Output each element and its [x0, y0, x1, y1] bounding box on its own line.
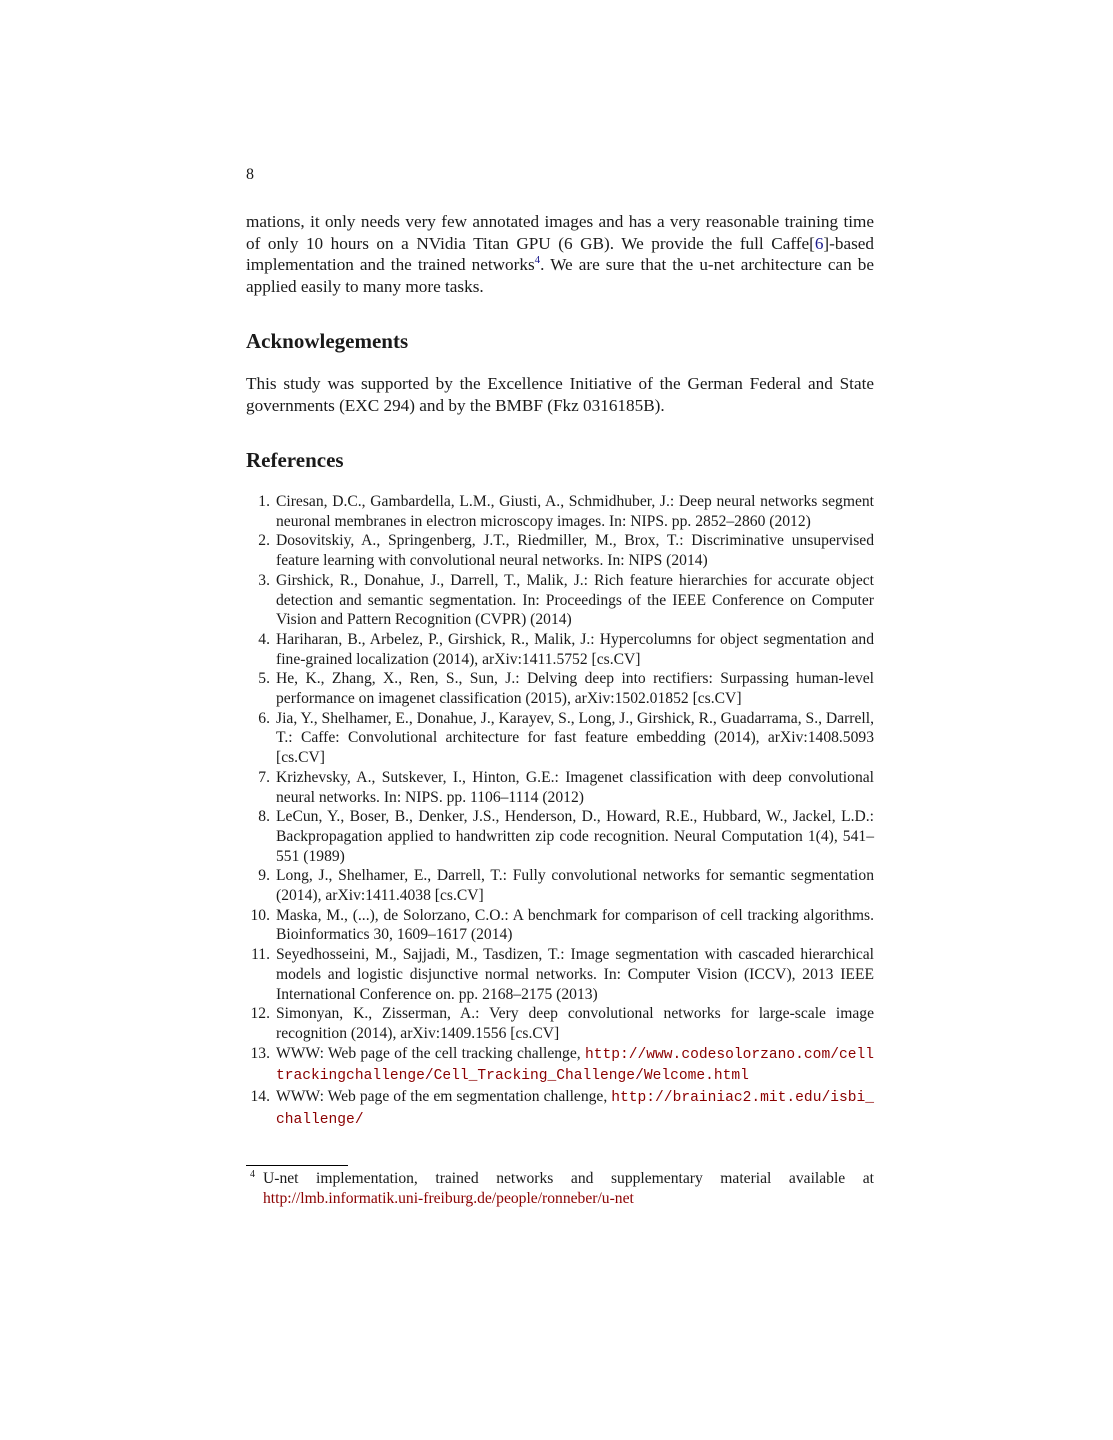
- reference-number: 6.: [258, 709, 270, 727]
- acknowledgements-heading: Acknowlegements: [246, 329, 409, 353]
- reference-item-13: [246, 1044, 874, 1087]
- reference-text: Seyedhosseini, M., Sajjadi, M., Tasdizen, T.: Image segmentation with cascaded hierarchical models and logistic disjunctive normal networks. In: Computer Vision (ICCV), 2013 IEEE International Conference on. pp. 2168–2175 (2013): [276, 946, 874, 1003]
- reference-number: 2.: [258, 532, 270, 550]
- reference-number: 14.: [250, 1088, 270, 1106]
- footnote-divider: [246, 1165, 348, 1166]
- reference-item-6: [246, 709, 874, 768]
- reference-number: 4.: [258, 630, 270, 648]
- reference-item-9: [246, 866, 874, 905]
- reference-text: Dosovitskiy, A., Springenberg, J.T., Riedmiller, M., Brox, T.: Discriminative unsupervised feature learning with convolutional neural networks. In: NIPS (2014): [276, 532, 874, 570]
- reference-text: Girshick, R., Donahue, J., Darrell, T., Malik, J.: Rich feature hierarchies for accurate object detection and semantic segmentation. In: Proceedings of the IEEE Conference on Computer Vision and Pattern Recognition (CVPR) (2014): [276, 571, 874, 629]
- reference-text: He, K., Zhang, X., Ren, S., Sun, J.: Delving deep into rectifiers: Surpassing human-level performance on imagenet classification (2015), arXiv:1502.01852 [cs.CV]: [276, 670, 874, 708]
- references-heading: References: [246, 448, 344, 472]
- reference-number: 12.: [250, 1005, 270, 1023]
- footnote-link-4[interactable]: 4: [534, 254, 541, 267]
- reference-text: Krizhevsky, A., Sutskever, I., Hinton, G.E.: Imagenet classification with deep convolutional neural networks. In: NIPS. pp. 1106–1114 (2012): [276, 768, 874, 806]
- intro-text-2: ]-based implementation and the trained networks: [246, 233, 874, 275]
- reference-item-14: [246, 1087, 874, 1130]
- citation-link-6[interactable]: 6: [814, 233, 824, 253]
- reference-text: Maska, M., (...), de Solorzano, C.O.: A benchmark for comparison of cell tracking algorithms. Bioinformatics 30, 1609–1617 (2014): [276, 906, 874, 944]
- page-number: 8: [246, 166, 254, 183]
- reference-item-1: [246, 492, 874, 531]
- footnote-body: [246, 1169, 874, 1209]
- reference-number: 9.: [258, 867, 270, 885]
- acknowledgements-text: This study was supported by the Excellence Initiative of the German Federal and State governments (EXC 294) and by the BMBF (Fkz 0316185B).: [246, 374, 874, 415]
- reference-item-4: [246, 630, 874, 669]
- footnote: [246, 1169, 874, 1209]
- reference-item-7: [246, 768, 874, 807]
- reference-item-8: [246, 807, 874, 866]
- reference-number: 8.: [258, 808, 270, 826]
- intro-paragraph: [246, 211, 874, 297]
- reference-item-11: [246, 945, 874, 1004]
- reference-number: 10.: [250, 906, 270, 924]
- footnote-mark: 4: [250, 1169, 255, 1180]
- reference-number: 5.: [258, 670, 270, 688]
- reference-item-2: [246, 531, 874, 570]
- reference-text: WWW: Web page of the cell tracking challenge,: [276, 1044, 585, 1062]
- reference-number: 1.: [258, 493, 270, 510]
- reference-text: Simonyan, K., Zisserman, A.: Very deep convolutional networks for large-scale image recognition (2014), arXiv:1409.1556 [cs.CV]: [276, 1005, 874, 1042]
- reference-item-3: [246, 571, 874, 630]
- intro-text-1: mations, it only needs very few annotated images and has a very reasonable training time of only 10 hours on a NVidia Titan GPU (6 GB). We provide the full Caffe[: [246, 212, 874, 253]
- reference-text: WWW: Web page of the em segmentation challenge,: [276, 1088, 612, 1106]
- reference-text: Jia, Y., Shelhamer, E., Donahue, J., Karayev, S., Long, J., Girshick, R., Guadarrama, S., Darrell, T.: Caffe: Convolutional architecture for fast feature embedding (2014), arXiv:1408.5093 [cs.CV]: [276, 709, 874, 767]
- reference-url-link[interactable]: http://brainiac2.mit.edu/isbi_challenge/: [276, 1090, 874, 1128]
- reference-list: [246, 492, 874, 1131]
- reference-number: 13.: [250, 1044, 270, 1062]
- footnote-url-link[interactable]: http://lmb.informatik.uni-freiburg.de/people/ronneber/u-net: [263, 1190, 634, 1207]
- reference-item-10: [246, 906, 874, 945]
- intro-text-3: . We are sure that the u-net architecture can be applied easily to many more tasks.: [246, 255, 875, 296]
- reference-number: 7.: [258, 768, 270, 786]
- reference-number: 11.: [251, 946, 270, 964]
- reference-text: LeCun, Y., Boser, B., Denker, J.S., Henderson, D., Howard, R.E., Hubbard, W., Jackel, L.D.: Backpropagation applied to handwritten zip code recognition. Neural Computation 1(4), 541–551 (1989): [276, 808, 874, 865]
- reference-text: Hariharan, B., Arbelez, P., Girshick, R., Malik, J.: Hypercolumns for object segmentation and fine-grained localization (2014), arXiv:1411.5752 [cs.CV]: [276, 630, 874, 668]
- reference-item-5: [246, 669, 874, 708]
- reference-text: Ciresan, D.C., Gambardella, L.M., Giusti, A., Schmidhuber, J.: Deep neural networks segment neuronal membranes in electron microscopy images. In: NIPS. pp. 2852–2860 (2012): [276, 493, 874, 530]
- reference-number: 3.: [258, 571, 270, 589]
- reference-url-link[interactable]: http://www.codesolorzano.com/celltrackingchallenge/Cell_Tracking_Challenge/Welcome.html: [276, 1046, 874, 1085]
- reference-item-12: [246, 1004, 874, 1043]
- footnote-text: U-net implementation, trained networks and supplementary material available at: [263, 1170, 874, 1187]
- reference-text: Long, J., Shelhamer, E., Darrell, T.: Fully convolutional networks for semantic segmentation (2014), arXiv:1411.4038 [cs.CV]: [276, 867, 874, 905]
